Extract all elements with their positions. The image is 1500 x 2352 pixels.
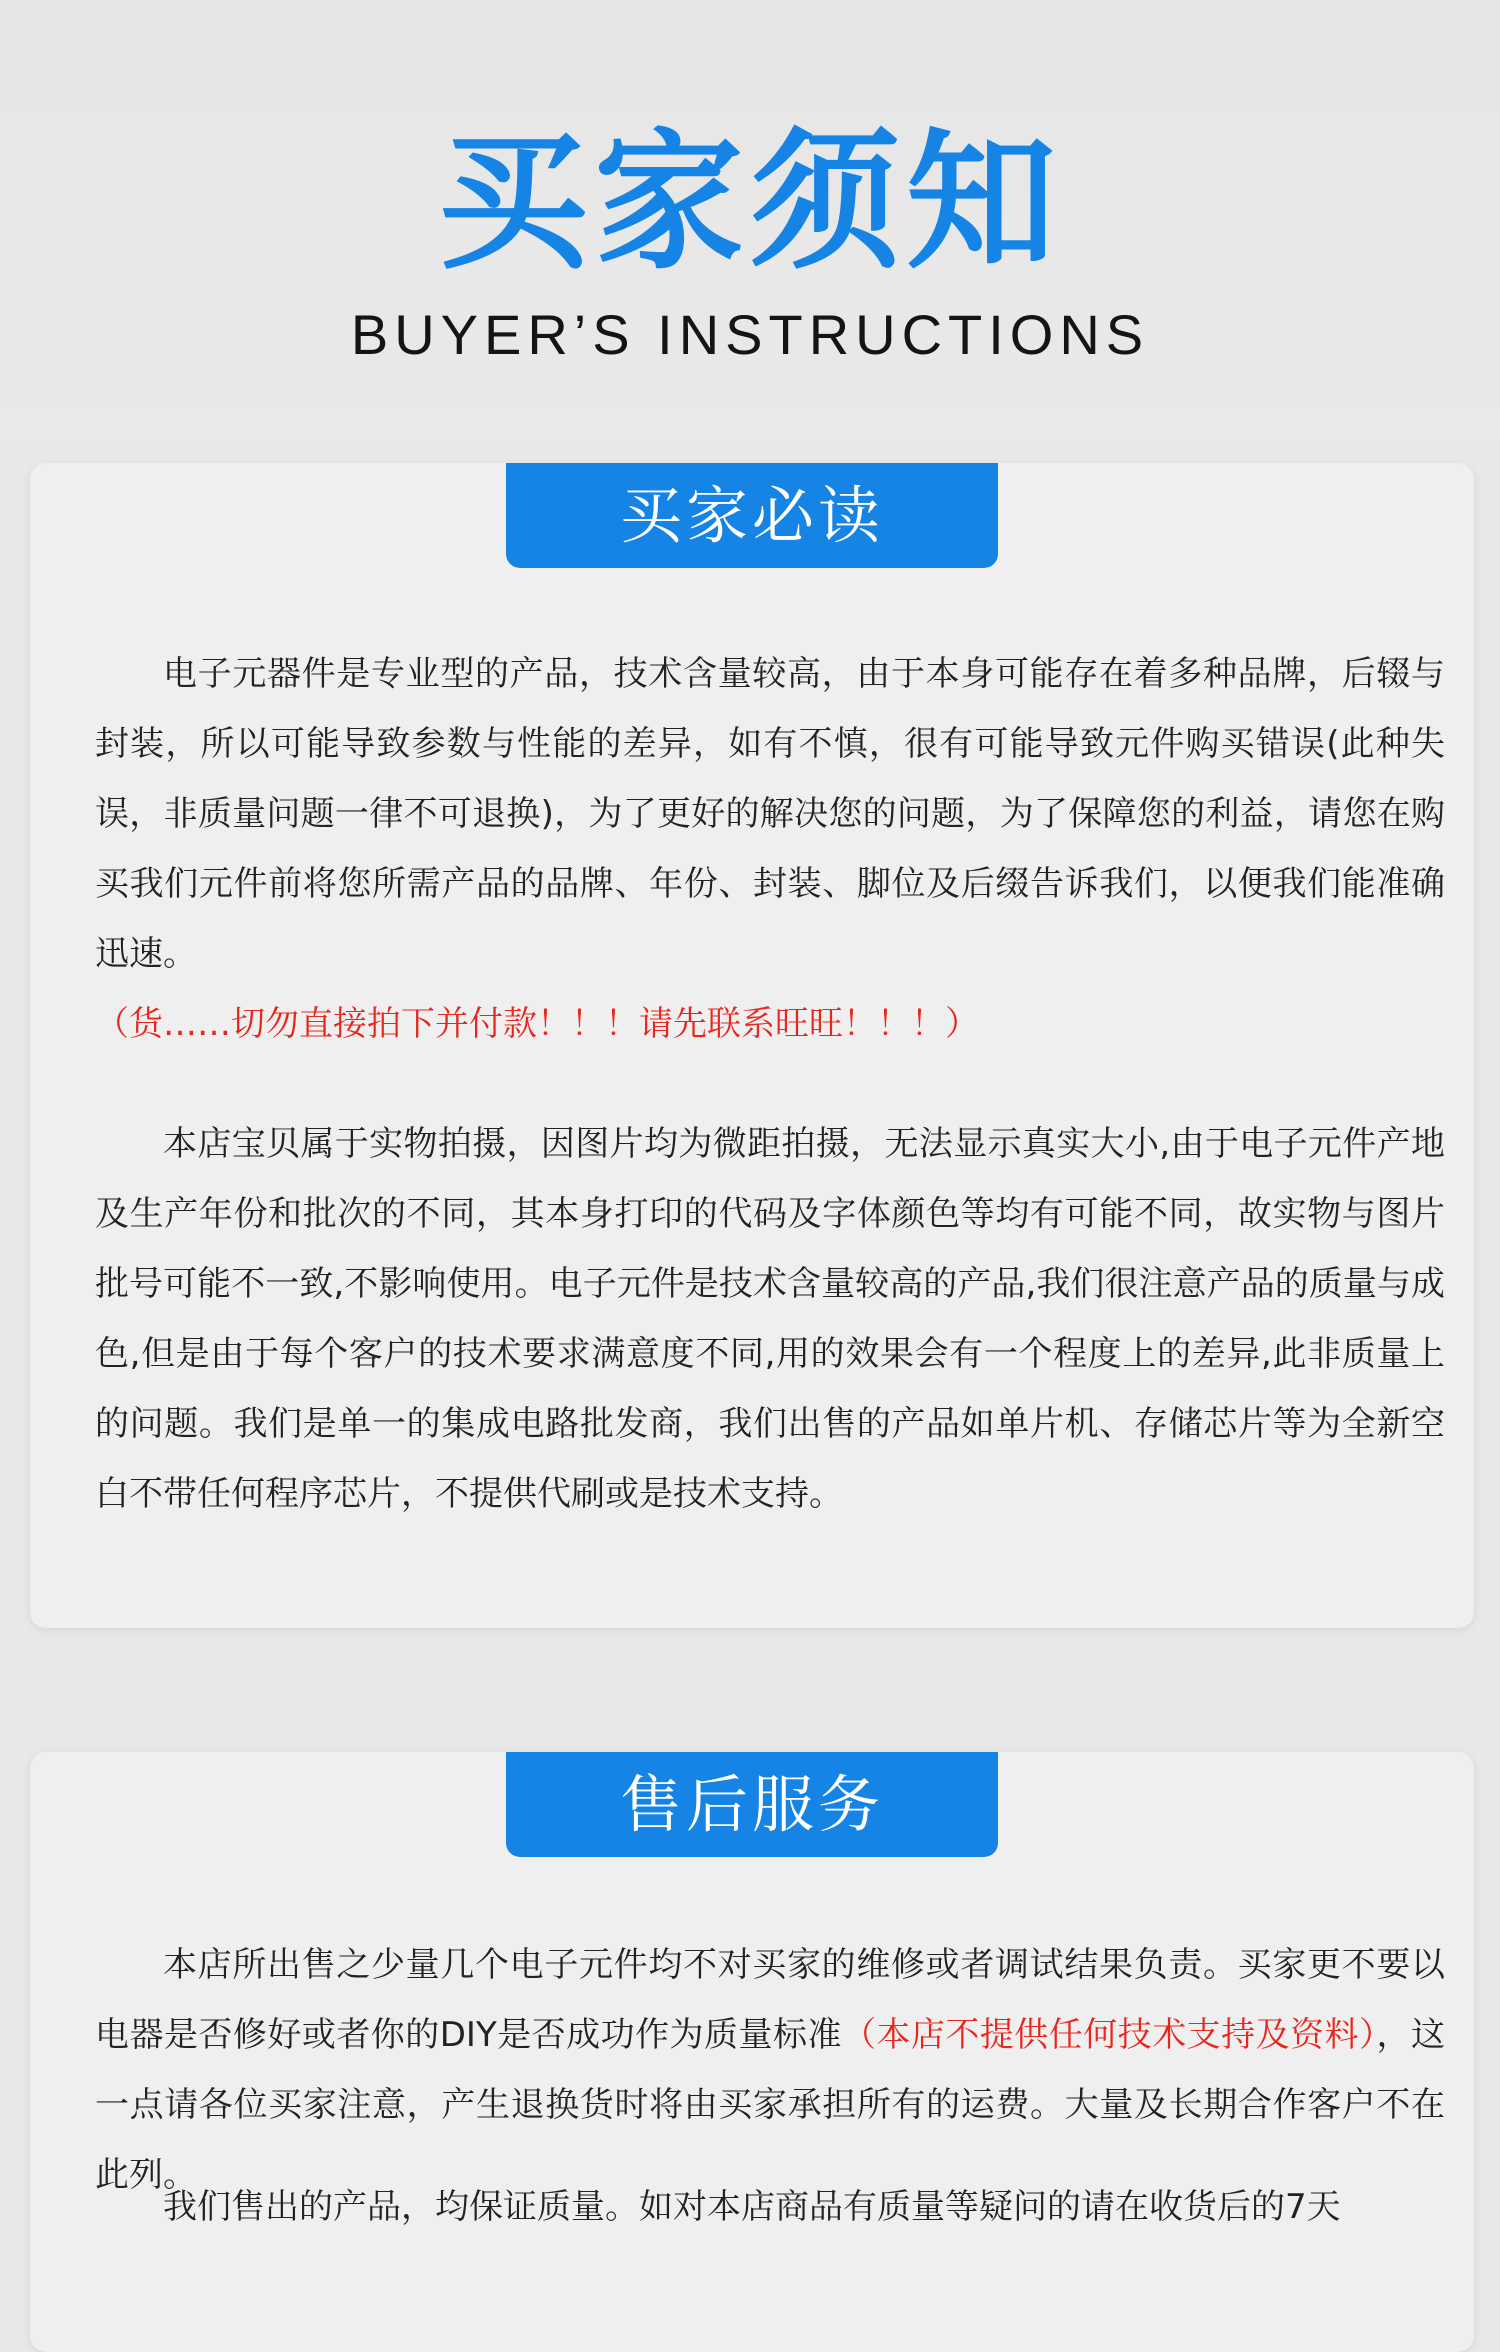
buyer-must-read-card bbox=[30, 463, 1474, 1628]
quality-guarantee-paragraph: 我们售出的产品，均保证质量。如对本店商品有质量等疑问的请在收货后的7天 bbox=[163, 2187, 1341, 2227]
page-title: 买家须知 bbox=[437, 116, 1062, 290]
page-subtitle: BUYER’S INSTRUCTIONS bbox=[350, 303, 1150, 366]
after-sales-text-b: ，这一点请各位买家注意，产生退换货时将由买家承担所有的运费。大量及长期合作客户不在此列。 bbox=[95, 2015, 1446, 2195]
section-tab-must-read: 买家必读 bbox=[506, 463, 998, 568]
warning-text: （货……切勿直接拍下并付款！！！请先联系旺旺！！！） bbox=[95, 1004, 979, 1044]
intro-paragraph: 电子元器件是专业型的产品，技术含量较高，由于本身可能存在着多种品牌，后辍与封装，所以可能导致参数与性能的差异，如有不慎，很有可能导致元件购买错误(此种失误，非质量问题一律不可退换)，为了更好的解决您的问题，为了保障您的利益，请您在购买我们元件前将您所需产品的品牌、年份、封装、脚位及后缀告诉我们，以便我们能准确迅速。 bbox=[95, 654, 1445, 974]
section-tab-after-sales: 售后服务 bbox=[506, 1752, 998, 1857]
photo-notice-paragraph: 本店宝贝属于实物拍摄，因图片均为微距拍摄，无法显示真实大小,由于电子元件产地及生产年份和批次的不同，其本身打印的代码及字体颜色等均有可能不同，故实物与图片批号可能不一致,不影响使用。电子元件是技术含量较高的产品,我们很注意产品的质量与成色,但是由于每个客户的技术要求满意度不同,用的效果会有一个程度上的差异,此非质量上的问题。我们是单一的集成电路批发商，我们出售的产品如单片机、存储芯片等为全新空白不带任何程序芯片，不提供代刷或是技术支持。 bbox=[95, 1124, 1445, 1514]
after-sales-text-a: 本店所出售之少量几个电子元件均不对买家的维修或者调试结果负责。买家更不要以电器是否修好或者你的DIY是否成功作为质量标准 bbox=[95, 1945, 1445, 2055]
after-sales-paragraph bbox=[95, 1930, 1445, 2210]
after-sales-card bbox=[30, 1752, 1474, 2352]
no-tech-support-note: （本店不提供任何技术支持及资料） bbox=[841, 2015, 1377, 2055]
page-header bbox=[0, 0, 1500, 440]
